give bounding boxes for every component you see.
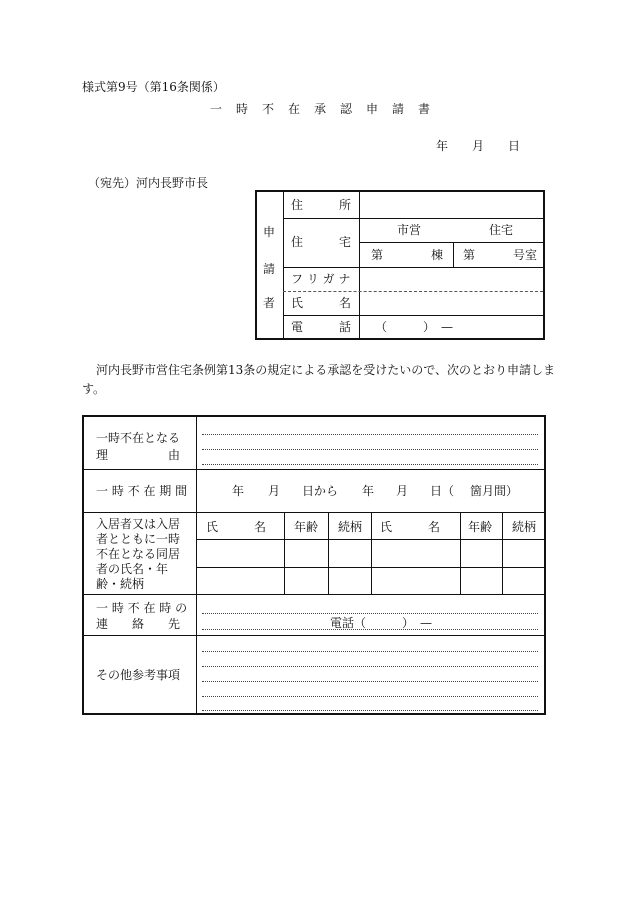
absence-table <box>82 415 546 715</box>
period-month-2: 月 <box>396 484 409 498</box>
applicant-side-2: 請 <box>263 262 276 276</box>
contact-label-2: 連 絡 先 <box>96 617 181 631</box>
building-suffix: 棟 <box>431 248 444 262</box>
occupant-header-age-2: 年齢 <box>468 520 493 534</box>
date-year: 年 <box>436 139 449 153</box>
period-month-1: 月 <box>268 484 281 498</box>
residence-city: 市営 <box>397 223 422 237</box>
statement-line-1: 河内長野市営住宅条例第13条の規定による承認を受けたいので、次のとおり申請しま <box>96 363 556 377</box>
period-year-2: 年 <box>362 484 375 498</box>
addressee: （宛先）河内長野市長 <box>88 176 209 190</box>
address-label: 住 所 <box>291 198 352 212</box>
date-day: 日 <box>508 139 521 153</box>
contact-phone: 電話（ ） — <box>330 616 433 630</box>
applicant-side-1: 申 <box>263 225 276 239</box>
period-label: 一 時 不 在 期 間 <box>96 484 188 498</box>
occupants-label-1: 入居者又は入居 <box>96 517 181 531</box>
date-month: 月 <box>472 139 485 153</box>
period-day-2: 日（ <box>430 484 455 498</box>
applicant-box <box>255 190 545 340</box>
document-title: 一 時 不 在 承 認 申 請 書 <box>210 102 432 116</box>
applicant-side-3: 者 <box>263 296 276 310</box>
occupant-header-relation-2: 続柄 <box>512 520 537 534</box>
occupants-label-4: 者の氏名・年 <box>96 562 169 576</box>
occupant-header-name-1: 氏 名 <box>206 520 267 534</box>
phone-format: （ ） — <box>375 320 454 334</box>
occupant-header-relation-1: 続柄 <box>338 520 363 534</box>
reason-label-1: 一時不在となる <box>96 431 181 445</box>
residence-label: 住 宅 <box>291 235 352 249</box>
room-suffix: 号室 <box>513 248 538 262</box>
form-number: 様式第9号（第16条関係） <box>82 80 225 94</box>
furigana-label: フ リ ガ ナ <box>291 272 351 286</box>
occupants-label-3: 不在となる同居 <box>96 547 181 561</box>
phone-label: 電 話 <box>291 320 352 334</box>
occupant-header-name-2: 氏 名 <box>380 520 441 534</box>
room-prefix: 第 <box>463 248 476 262</box>
reason-label-2: 理 由 <box>96 448 181 462</box>
occupants-label-5: 齢・続柄 <box>96 577 145 591</box>
name-label: 氏 名 <box>291 296 352 310</box>
period-year-1: 年 <box>232 484 245 498</box>
building-prefix: 第 <box>371 248 384 262</box>
contact-label-1: 一 時 不 在 時 の <box>96 601 188 615</box>
period-months: 箇月間） <box>470 484 519 498</box>
occupants-label-2: 者とともに一時 <box>96 532 181 546</box>
period-day-from: 日から <box>302 484 339 498</box>
other-label: その他参考事項 <box>96 668 181 682</box>
occupant-header-age-1: 年齢 <box>294 520 319 534</box>
residence-house: 住宅 <box>489 223 514 237</box>
statement-line-2: す。 <box>82 382 106 396</box>
